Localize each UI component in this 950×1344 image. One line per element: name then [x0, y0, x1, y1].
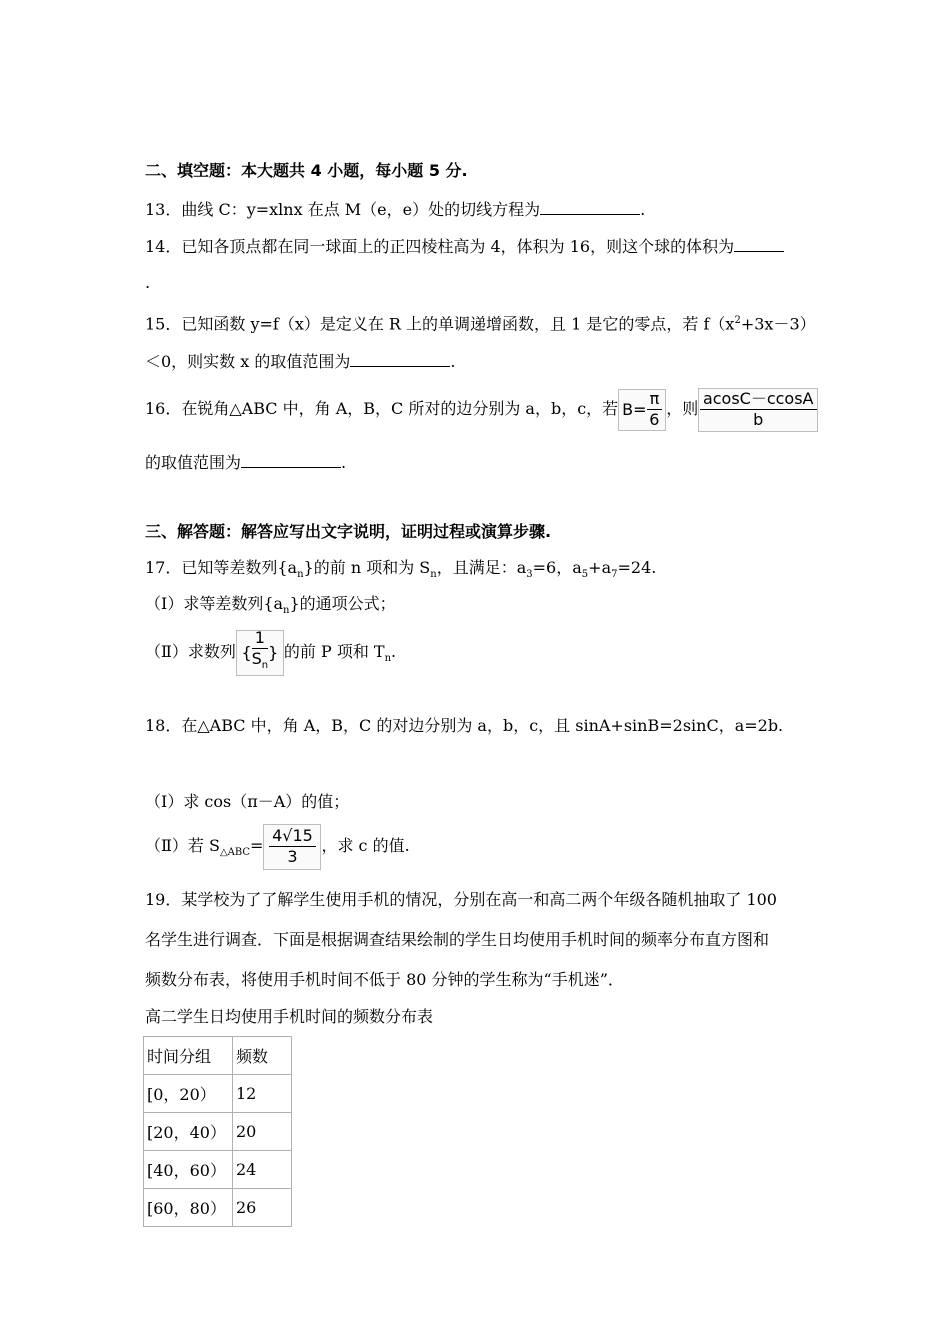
- answer-blank: [350, 350, 450, 367]
- q18-part2-text-b: ，求 c 的值.: [321, 836, 410, 855]
- q14-text: 14．已知各顶点都在同一球面上的正四棱柱高为 4，体积为 16，则这个球的体积为: [145, 237, 735, 256]
- q17-text-b: }的前 n 项和为 S: [303, 558, 431, 577]
- question-18-part1: （Ⅰ）求 cos（π－A）的值；: [145, 792, 350, 811]
- area-fraction-image: [263, 824, 321, 870]
- subscript-n: n: [430, 569, 437, 581]
- expr-numerator: acosC－ccosA: [700, 389, 817, 410]
- q16-line2-text: 的取值范围为: [145, 453, 242, 472]
- subscript-n: n: [384, 653, 392, 665]
- question-15-line1: [145, 310, 816, 335]
- cell-time-group: [20，40）: [144, 1113, 233, 1151]
- question-18-part2: [145, 822, 410, 870]
- q16-text-b: ，则: [666, 399, 699, 418]
- question-14: [145, 235, 784, 258]
- cell-time-group: [0，20）: [144, 1075, 233, 1113]
- table-title: 高二学生日均使用手机时间的频数分布表: [145, 1007, 434, 1026]
- table-row: [144, 1075, 292, 1113]
- table-row: [144, 1151, 292, 1189]
- question-19-line2: 名学生进行调查．下面是根据调查结果绘制的学生日均使用手机时间的频率分布直方图和: [145, 930, 770, 949]
- cell-time-group: [60，80）: [144, 1189, 233, 1227]
- q13-text: 13．曲线 C：y=xlnx 在点 M（e，e）处的切线方程为: [145, 200, 541, 219]
- b-numerator: π: [647, 389, 663, 410]
- subscript-5: 5: [581, 569, 589, 581]
- header-time-group: 时间分组: [144, 1037, 233, 1075]
- b-fraction-image: [618, 389, 666, 431]
- question-13: [145, 198, 645, 221]
- sequence-reciprocal-image: [236, 630, 284, 676]
- seq-numerator: 1: [252, 628, 268, 649]
- q15-text-b: +3x－3）: [740, 314, 816, 334]
- question-16-line2: [145, 451, 346, 474]
- q17-part2-end: .: [391, 642, 397, 661]
- section2-heading: 二、填空题：本大题共 4 小题，每小题 5 分.: [145, 161, 468, 180]
- section3-heading: 三、解答题：解答应写出文字说明，证明过程或演算步骤.: [145, 522, 552, 541]
- q17-part1-text-b: }的通项公式；: [289, 594, 396, 613]
- answer-blank: [241, 451, 341, 468]
- triangle-subscript: △ABC: [219, 847, 251, 859]
- q15-line2-text: ＜0，则实数 x 的取值范围为: [145, 352, 351, 371]
- table-header-row: [144, 1037, 292, 1075]
- q17-text-f: =24.: [617, 558, 657, 577]
- cell-frequency: 24: [233, 1151, 292, 1189]
- b-equals-expression: [618, 389, 666, 431]
- expression-fraction-image: [698, 388, 818, 432]
- subscript-3: 3: [526, 569, 533, 581]
- q15-end: .: [450, 352, 456, 371]
- q16-end: .: [341, 453, 347, 472]
- q17-text-a: 17．已知等差数列{a: [145, 558, 298, 577]
- left-brace: {: [241, 642, 252, 662]
- question-15-line2: [145, 350, 455, 373]
- seq-den-sub: n: [261, 660, 269, 672]
- q16-text-a: 16．在锐角△ABC 中，角 A，B，C 所对的边分别为 a，b，c，若: [145, 399, 619, 418]
- subscript-n: n: [283, 605, 290, 617]
- question-17-part1: [145, 593, 396, 622]
- q15-superscript: 2: [734, 315, 741, 326]
- q13-end: .: [640, 200, 646, 219]
- frequency-table: [143, 1036, 292, 1227]
- subscript-n: n: [297, 569, 304, 581]
- question-19-line1: 19．某学校为了了解学生使用手机的情况，分别在高一和高二两个年级各随机抽取了 100: [145, 890, 777, 909]
- q17-part1-text-a: （Ⅰ）求等差数列{a: [145, 594, 284, 613]
- question-19-line3: 频数分布表，将使用手机时间不低于 80 分钟的学生称为“手机迷”．: [145, 970, 624, 989]
- q15-text-a: 15．已知函数 y=f（x）是定义在 R 上的单调递增函数，且 1 是它的零点，若 f（x: [145, 314, 735, 334]
- seq-denominator: [252, 649, 269, 676]
- q17-text-e: +a: [588, 558, 612, 577]
- question-16-line1: [145, 387, 818, 431]
- q17-text-c: ，且满足：a: [436, 558, 527, 577]
- question-17: [145, 557, 656, 586]
- header-frequency: 频数: [233, 1037, 292, 1075]
- cell-time-group: [40，60）: [144, 1151, 233, 1189]
- table-row: [144, 1189, 292, 1227]
- area-denominator: 3: [287, 847, 298, 866]
- cell-frequency: 20: [233, 1113, 292, 1151]
- b-eq-label: B=: [622, 399, 647, 419]
- subscript-7: 7: [611, 569, 618, 581]
- answer-blank: [734, 235, 784, 252]
- cell-frequency: 26: [233, 1189, 292, 1227]
- question-17-part2: [145, 628, 396, 676]
- q18-part2-text-a: （Ⅱ）若 S: [145, 836, 220, 855]
- equals-sign: =: [250, 836, 264, 855]
- q17-part2-text-b: 的前 P 项和 T: [283, 642, 385, 661]
- expr-denominator: b: [753, 410, 764, 429]
- seq-den-s: S: [251, 649, 262, 669]
- q14-end: .: [145, 273, 151, 292]
- b-denominator: 6: [649, 410, 660, 429]
- cell-frequency: 12: [233, 1075, 292, 1113]
- q17-text-d: =6，a: [532, 558, 582, 577]
- table-row: [144, 1113, 292, 1151]
- area-numerator: 4√15: [269, 826, 316, 847]
- q17-part2-text-a: （Ⅱ）求数列: [145, 642, 236, 661]
- question-18: 18．在△ABC 中，角 A，B，C 的对边分别为 a，b，c，且 sinA+sinB=2sinC，a=2b.: [145, 716, 784, 735]
- right-brace: }: [268, 642, 279, 662]
- answer-blank: [540, 198, 640, 215]
